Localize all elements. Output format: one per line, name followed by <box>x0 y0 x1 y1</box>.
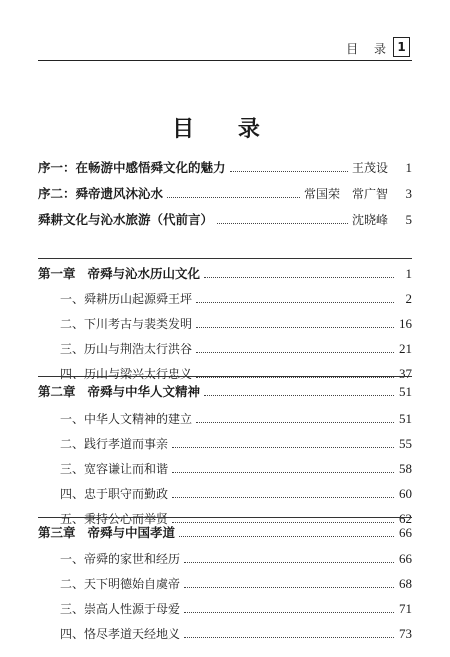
toc-entry-title: 序二：舜帝遗风沐沁水 <box>38 186 164 201</box>
dot-leader <box>179 536 394 537</box>
chapter-number: 第三章 <box>38 525 76 540</box>
toc-section-title: 四、恪尽孝道天经地义 <box>60 627 181 641</box>
header-rule <box>38 60 412 61</box>
toc-entry-author: 沈晓峰 <box>351 213 388 227</box>
toc-entry-page: 51 <box>399 384 412 399</box>
toc-entry-title: 舜耕文化与沁水旅游（代前言） <box>38 212 214 227</box>
toc-section[interactable] <box>38 308 412 332</box>
toc-section[interactable] <box>38 593 412 617</box>
toc-section-title: 一、中华人文精神的建立 <box>60 412 193 426</box>
toc-section[interactable] <box>38 333 412 357</box>
toc-entry-page: 62 <box>399 511 412 526</box>
dot-leader <box>217 223 348 224</box>
toc-chapter-title <box>38 264 200 282</box>
toc-section[interactable] <box>38 428 412 452</box>
chapter-name: 帝舜与沁水历山文化 <box>87 266 201 281</box>
dot-leader <box>204 395 394 396</box>
toc-entry-page: 3 <box>405 186 412 201</box>
toc-entry-page: 66 <box>399 551 412 566</box>
toc-section[interactable] <box>38 283 412 307</box>
dot-leader <box>172 472 394 473</box>
toc-section[interactable] <box>38 453 412 477</box>
toc-section-title: 三、历山与荆浩太行洪谷 <box>60 342 193 356</box>
toc-section[interactable] <box>38 403 412 427</box>
toc-section-title: 一、舜耕历山起源舜王坪 <box>60 292 193 306</box>
toc-entry-author: 王茂设 <box>351 161 388 175</box>
dot-leader <box>184 587 394 588</box>
toc-preface-1[interactable] <box>38 152 412 176</box>
toc-entry-author: 常国荣 常广智 <box>303 187 388 201</box>
running-header-page-number: 1 <box>393 37 410 57</box>
toc-entry-title: 序一：在畅游中感悟舜文化的魅力 <box>38 160 226 175</box>
toc-entry-page: 21 <box>399 341 412 356</box>
toc-entry-page: 66 <box>399 525 412 540</box>
chapter-number: 第一章 <box>38 266 76 281</box>
dot-leader <box>172 447 394 448</box>
toc-section[interactable] <box>38 568 412 592</box>
dot-leader <box>184 612 394 613</box>
chapter-name: 帝舜与中国孝道 <box>87 525 176 540</box>
toc-section-title: 一、帝舜的家世和经历 <box>60 552 181 566</box>
toc-entry-page: 1 <box>405 266 412 281</box>
dot-leader <box>167 197 300 198</box>
toc-entry-page: 68 <box>399 576 412 591</box>
toc-section[interactable] <box>38 543 412 567</box>
toc-section-title: 二、天下明德始自虞帝 <box>60 577 181 591</box>
chapter-number: 第二章 <box>38 384 76 399</box>
toc-chapter-3[interactable] <box>38 517 412 541</box>
toc-preface-2[interactable] <box>38 178 412 202</box>
dot-leader <box>172 497 394 498</box>
toc-section[interactable] <box>38 478 412 502</box>
toc-chapter-2[interactable] <box>38 376 412 400</box>
toc-entry-page: 1 <box>405 160 412 175</box>
toc-entry-page: 16 <box>399 316 412 331</box>
toc-entry-page: 55 <box>399 436 412 451</box>
toc-entry-page: 37 <box>399 366 412 381</box>
toc-entry-page: 2 <box>405 291 412 306</box>
toc-entry-page: 58 <box>399 461 412 476</box>
dot-leader <box>204 277 394 278</box>
toc-section[interactable] <box>38 618 412 642</box>
page-title: 目 录 <box>172 117 278 142</box>
dot-leader <box>196 422 394 423</box>
running-header-label: 目 录 <box>346 42 392 56</box>
toc-entry-page: 73 <box>399 626 412 641</box>
dot-leader <box>196 327 394 328</box>
dot-leader <box>196 352 394 353</box>
toc-preface-3[interactable] <box>38 204 412 228</box>
toc-chapter-title <box>38 382 200 400</box>
toc-section-title: 四、历山与梁兴太行忠义 <box>60 367 193 381</box>
chapter-name: 帝舜与中华人文精神 <box>87 384 201 399</box>
toc-entry-page: 71 <box>399 601 412 616</box>
dot-leader <box>230 171 348 172</box>
toc-chapter-title <box>38 523 175 541</box>
toc-section-title: 三、崇高人性源于母爱 <box>60 602 181 616</box>
toc-entry-page: 5 <box>405 212 412 227</box>
toc-section-title: 三、宽容谦让而和谐 <box>60 462 169 476</box>
dot-leader <box>184 637 394 638</box>
dot-leader <box>196 302 394 303</box>
toc-section-title: 五、秉持公心而举贤 <box>60 512 169 526</box>
dot-leader <box>184 562 394 563</box>
toc-entry-page: 51 <box>399 411 412 426</box>
toc-section-title: 二、践行孝道而事亲 <box>60 437 169 451</box>
toc-section-title: 四、忠于职守而勤政 <box>60 487 169 501</box>
toc-entry-page: 60 <box>399 486 412 501</box>
toc-chapter-1[interactable] <box>38 258 412 282</box>
toc-section-title: 二、下川考古与裴类发明 <box>60 317 193 331</box>
